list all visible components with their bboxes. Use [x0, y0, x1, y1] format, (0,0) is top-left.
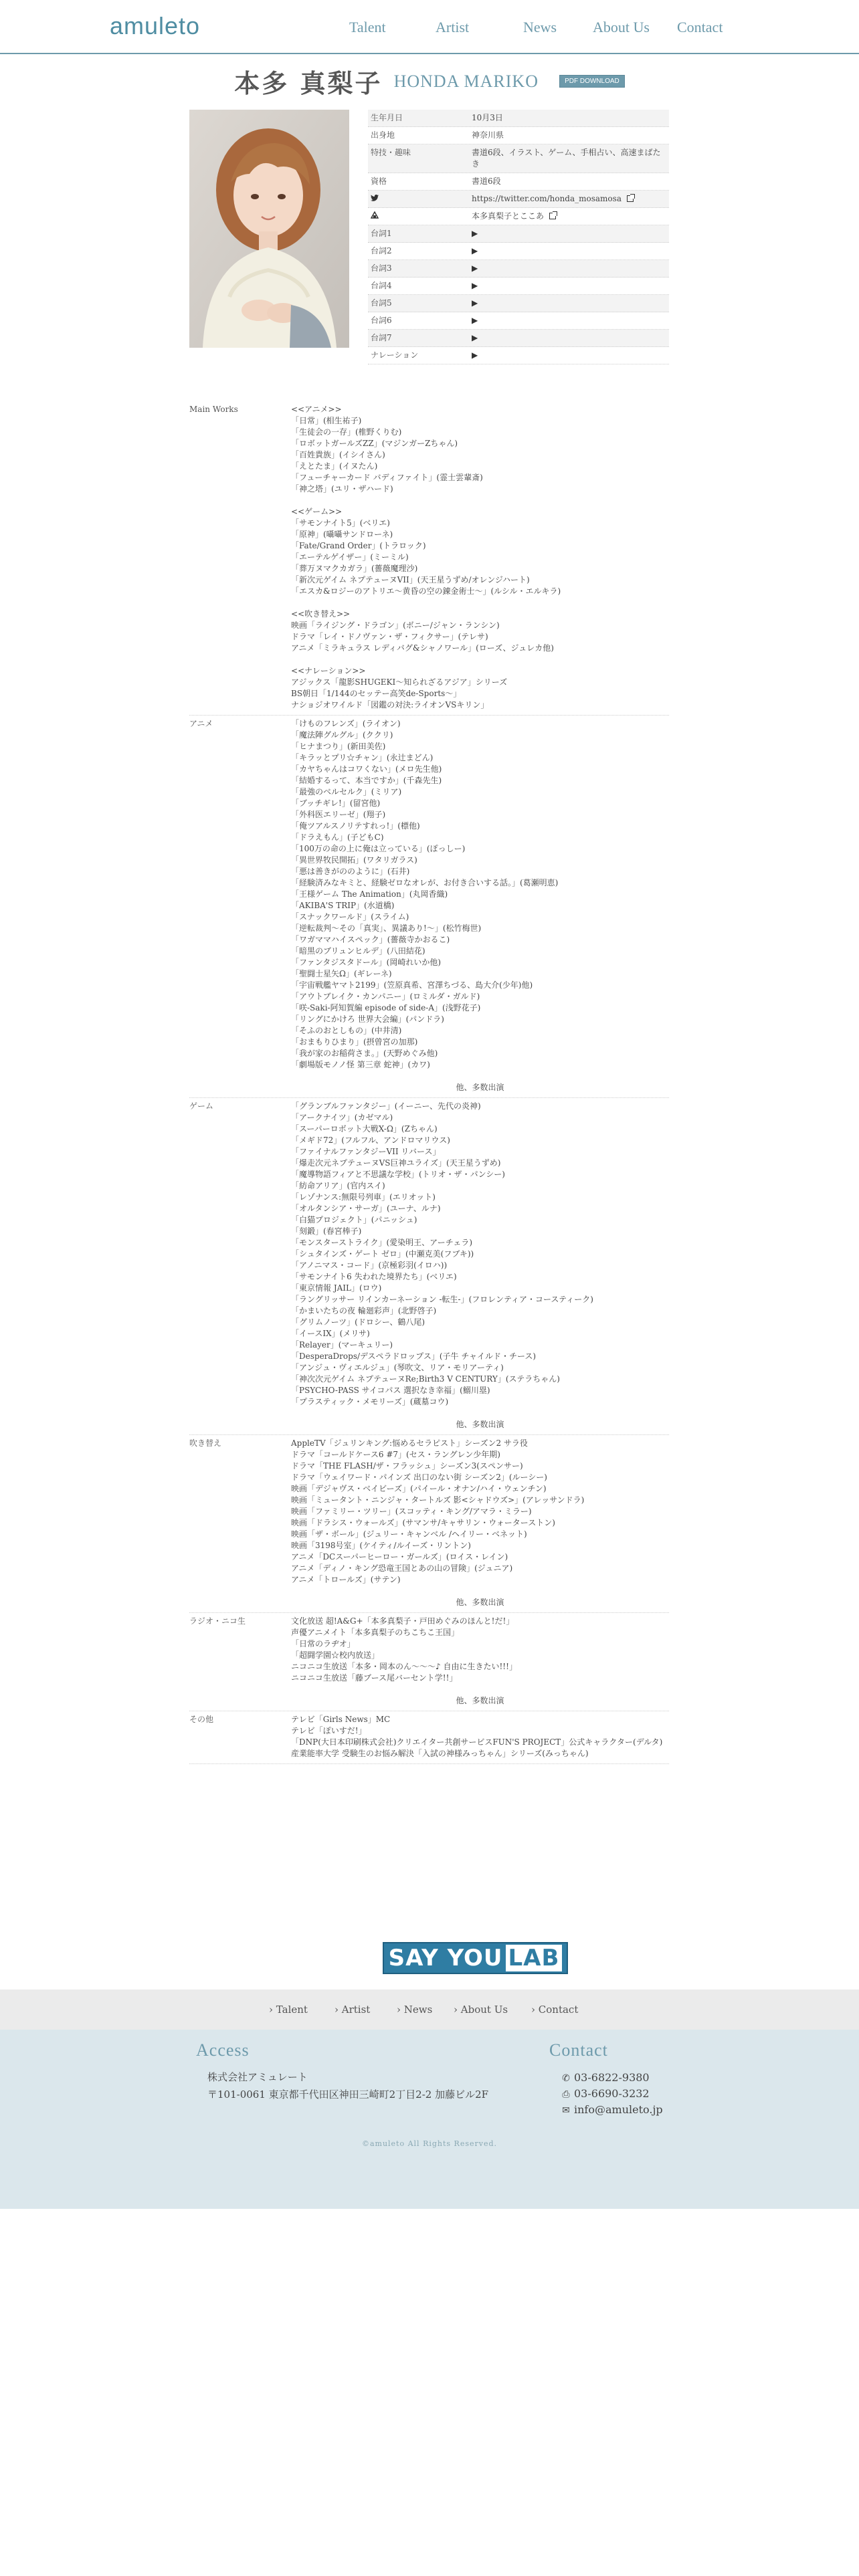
works-item: ニコニコ生放送「本多・岡本のん〜〜〜♪ 自由に生きたい!!!」: [291, 1662, 517, 1671]
works-more: 他、多数出演: [456, 1420, 504, 1429]
works-item: 「日常のラヂオ」: [291, 1639, 355, 1648]
works-item: 「AKIBA'S TRIP」(水道橋): [291, 901, 395, 910]
works-section-label: Main Works: [189, 405, 238, 414]
works-item: ドラマ「コールドケース6 #7」(セス・ラングレン少年期): [291, 1450, 500, 1459]
profile-key: 台詞2: [371, 246, 392, 255]
works-gap: [291, 654, 669, 665]
works-item: 産業能率大学 受験生のお悩み解決「入試の神様みっちゃん」シリーズ(みっちゃん): [291, 1749, 589, 1758]
profile-row-narration: [368, 347, 669, 364]
works-item: 「レゾナンス:無限号列車」(エリオット): [291, 1192, 436, 1202]
works-item: 「オルタンシア・サーガ」(ユーナ、ルナ): [291, 1204, 441, 1213]
works-item: 「アノニマス・コード」(京極彩羽(イロハ)): [291, 1261, 448, 1270]
phone-icon: ✆: [562, 2073, 570, 2084]
contact-fax: [561, 2087, 650, 2100]
profile-key: 台詞4: [371, 281, 392, 290]
works-section: [189, 1098, 669, 1435]
talent-name-ja: 本多 真梨子: [234, 69, 383, 98]
works-item: 「王様ゲーム The Animation」(丸岡香織): [291, 889, 448, 899]
works-item: 映画「ミュータント・ニンジャ・タートルズ 影<シャドウズ>」(アレッサンドラ): [291, 1495, 585, 1505]
profile-row-hobbies: [368, 144, 669, 173]
profile-value: [472, 191, 669, 207]
works-item: 「聖闘士星矢Ω」(ギレーネ): [291, 969, 392, 978]
works-item: <<吹き替え>>: [291, 609, 351, 619]
works-item: 「アウトブレイク・カンパニー」(ロミルダ・ガルド): [291, 992, 480, 1001]
works-section: [189, 716, 669, 1098]
works-item: 「エーテルゲイザー」(ミーミル): [291, 552, 409, 562]
profile-row-voice-6: [368, 312, 669, 330]
works-item: 「紡命アリア」(官内スイ): [291, 1181, 385, 1190]
footer-nav: [0, 1990, 859, 2030]
works-section-body: [291, 1101, 669, 1430]
profile-row-twitter: [368, 191, 669, 208]
works-item: 「ラングリッサー リインカーネーション -転生-」(フロレンティア・コースティーク): [291, 1295, 593, 1304]
works-item: 「逆転裁判〜その「真実」、異議あり!〜」(松竹梅世): [291, 924, 482, 933]
nav-talent[interactable]: Talent: [349, 19, 386, 35]
profile-key: 台詞7: [371, 333, 392, 342]
works-section: [189, 1711, 669, 1764]
works-item: 「フューチャーカード バディファイト」(霊士雲輩斎): [291, 473, 483, 482]
works-item: 声優アニメイト「本多真梨子のちこちこ王国」: [291, 1628, 460, 1637]
works-item: 「サモンナイト6 失われた境界たち」(ベリエ): [291, 1272, 457, 1281]
play-icon[interactable]: ▶: [472, 263, 478, 273]
profile-value: 神奈川県: [472, 130, 504, 140]
works-more: 他、多数出演: [456, 1598, 504, 1607]
works-item: 「ワガママハイスペック」(薔薇寺かおるこ): [291, 935, 450, 944]
works-section: [189, 1435, 669, 1613]
works-item: 映画「ザ・ボール」(ジュリー・キャンベル /ヘイリー・ベネット): [291, 1529, 527, 1539]
works-item: 「外科医エリーゼ」(翔子): [291, 810, 386, 819]
works-item: 「ドラえもん」(子どもC): [291, 833, 384, 842]
works-item: 「劇場版モノノ怪 第三章 蛇神」(カワ): [291, 1060, 430, 1069]
blog-link[interactable]: 本多真梨子とここあ: [472, 211, 545, 221]
works-item: ナショジオワイルド「図鑑の対決:ライオンVSキリン」: [291, 700, 489, 710]
profile-key: 台詞3: [371, 263, 392, 273]
works-item: 映画「3198号室」(ケイティ/ルイーズ・リントン): [291, 1541, 471, 1550]
works-more: 他、多数出演: [456, 1696, 504, 1705]
works-item: 「DesperaDrops/デスペラドロップス」(子牛 チャイルド・チース): [291, 1352, 537, 1361]
profile-row-voice-5: [368, 295, 669, 312]
works-item: アニメ「ミラキュラス レディバグ&シャノワール」(ローズ、ジュレカ他): [291, 643, 554, 653]
works-item: 「生徒会の一存」(椎野くりむ): [291, 427, 402, 437]
say-you-lab-banner[interactable]: [383, 1942, 568, 1974]
external-link-icon[interactable]: [549, 213, 556, 219]
profile-photo-illustration: [189, 110, 349, 348]
works-section: [189, 401, 669, 716]
works-item: 「そふのおとしもの」(中井清): [291, 1026, 402, 1035]
works-section-body: [291, 1616, 669, 1707]
profile-key: 台詞5: [371, 298, 392, 308]
works-section-label: アニメ: [189, 719, 213, 728]
works-item: 「Fate/Grand Order」(トラロック): [291, 541, 426, 550]
contact-title: Contact: [549, 2040, 608, 2060]
company-name: 株式会社アミュレート: [207, 2071, 308, 2083]
works-list: [189, 401, 669, 1764]
footer-nav-label: Artist: [341, 2004, 371, 2016]
profile-key: ナレーション: [371, 350, 419, 360]
main-nav: [348, 19, 756, 39]
works-item: 「悪は善きがののように」(石井): [291, 867, 410, 876]
works-section-label: 吹き替え: [189, 1438, 222, 1448]
profile-photo: [189, 110, 349, 348]
works-item: AppleTV「ジュリンキング:悩めるセラピスト」シーズン2 サラ役: [291, 1438, 528, 1448]
works-item: 映画「デジャヴス・ベイビーズ」(パイール・オナン/ハイ・ウェンチン): [291, 1484, 547, 1493]
profile-value: 書道6段、イラスト、ゲーム、手相占い、高速まばたき: [472, 148, 661, 169]
envelope-icon: ✉: [562, 2105, 570, 2116]
works-item: <<ゲーム>>: [291, 507, 343, 516]
works-item: 「サモンナイト5」(ベリエ): [291, 518, 390, 528]
works-item: 「葬万ヌマクカガラ」(薔薇魔理沙): [291, 564, 418, 573]
works-section-body: [291, 718, 669, 1093]
works-item: ドラマ「THE FLASH/ザ・フラッシュ」シーズン3(スペンサー): [291, 1461, 523, 1471]
profile-key: [368, 191, 472, 207]
works-item: 「結婚するって、本当ですか」(千森先生): [291, 776, 442, 785]
works-item: アニメ「トロールズ」(サテン): [291, 1575, 401, 1584]
works-item: 「DNP(大日本印刷株式会社)クリエイター共創サービスFUN'S PROJECT」公式キャラクター(デルタ): [291, 1737, 663, 1747]
works-item: 「ファイナルファンタジーVII リバース」: [291, 1147, 441, 1156]
works-section-body: [291, 1714, 669, 1759]
works-item: 「プラスティック・メモリーズ」(蔵墓コウ): [291, 1397, 449, 1406]
works-item: ドラマ「ウェイワード・パインズ 出口のない街 シーズン2」(ルーシー): [291, 1473, 547, 1482]
tel-number: 03-6822-9380: [574, 2071, 650, 2084]
works-item: 「俺ツアルスノリテすれっ!」(標他): [291, 821, 420, 831]
works-item: 「アンジュ・ヴィエルジュ」(琴吹文、リア・モリアーティ): [291, 1363, 504, 1372]
works-item: 「神之塔」(ユリ・ザハード): [291, 484, 393, 494]
profile-value: 書道6段: [472, 177, 501, 186]
footer-nav-label: Talent: [276, 2004, 308, 2016]
site-footer: [0, 2030, 859, 2209]
site-logo[interactable]: amuleto: [110, 12, 201, 39]
works-item: 「エスカ&ロジーのアトリエ〜黄昏の空の錬金術士〜」(ルシル・エルキラ): [291, 586, 561, 596]
profile-row-voice-4: [368, 278, 669, 295]
works-item: アニメ「ディノ・キング恐竜王国とあの山の冒険」(ジュニア): [291, 1564, 513, 1573]
works-item: 「新次元ゲイム ネプテューヌVII」(天王星うずめ/オレンジハート): [291, 575, 530, 584]
works-item: 「アークナイツ」(カゼマル): [291, 1113, 393, 1122]
works-item: 「キラッとプリ☆チャン」(永辻まどん): [291, 753, 434, 762]
works-item: 「咲-Saki-阿知賀編 episode of side-A」(浅野花子): [291, 1003, 481, 1012]
play-icon[interactable]: ▶: [472, 298, 478, 308]
profile-row-voice-2: [368, 243, 669, 260]
play-icon[interactable]: ▶: [472, 350, 478, 360]
works-item: アニメ「DCスーパーヒーロー・ガールズ」(ロイス・レイン): [291, 1552, 508, 1562]
copyright: ©amuleto All Rights Reserved.: [361, 2139, 498, 2148]
play-icon[interactable]: ▶: [472, 229, 478, 238]
fax-number: 03-6690-3232: [574, 2087, 650, 2100]
works-item: 「スーパーロボット大戦X-Ω」(Zちゃん): [291, 1124, 438, 1134]
access-title: Access: [196, 2040, 250, 2060]
profile-key: 生年月日: [371, 113, 403, 122]
email-address: info@amuleto.jp: [574, 2103, 663, 2116]
profile-row-voice-7: [368, 330, 669, 347]
works-section: [189, 1613, 669, 1711]
works-item: <<ナレーション>>: [291, 666, 366, 675]
works-item: 「おまもりひまり」(摂曾宮の加那): [291, 1037, 418, 1047]
nav-news[interactable]: News: [523, 19, 557, 35]
works-item: 「えとたま」(イヌたん): [291, 461, 378, 471]
play-icon[interactable]: ▶: [472, 316, 478, 325]
profile-row-blog: [368, 208, 669, 225]
profile-key: 特技・趣味: [371, 148, 411, 157]
works-item: 「メギド72」(フルフル、アンドロマリウス): [291, 1136, 450, 1145]
nav-about-us[interactable]: About Us: [593, 19, 650, 35]
works-section-body: [291, 404, 669, 711]
works-item: 「リングにかけろ 世界大会編」(パンドラ): [291, 1014, 444, 1024]
works-item: 「グランブルファンタジー」(イーニー、先代の炎神): [291, 1101, 481, 1111]
company-address: 〒101-0061 東京都千代田区神田三崎町2丁目2-2 加藤ビル2F: [207, 2088, 489, 2101]
footer-nav-artist[interactable]: › Artist: [335, 2004, 371, 2016]
nav-contact[interactable]: Contact: [677, 19, 723, 35]
works-item: 「我が家のお稲荷さま。」(天野めぐみ他): [291, 1049, 438, 1058]
works-item: 「刻鍛」(春宮棒子): [291, 1226, 362, 1236]
works-item: 「魔法陣グルグル」(ククリ): [291, 730, 393, 740]
works-section-label: その他: [189, 1715, 214, 1724]
works-item: 「Relayer」(マーキュリー): [291, 1340, 393, 1350]
site-header: [0, 0, 859, 54]
works-item: 「東京情報 JAIL」(ロウ): [291, 1283, 382, 1293]
works-item: 「爆走次元ネプテューヌVS巨神ユライズ」(天王星うずめ): [291, 1158, 501, 1168]
works-item: 文化放送 超!A&G+「本多真梨子・戸田めぐみのほんと!だ!」: [291, 1616, 514, 1626]
works-section-body: [291, 1438, 669, 1608]
footer-nav-news[interactable]: › News: [397, 2004, 433, 2016]
works-section-label: ラジオ・ニコ生: [189, 1616, 246, 1626]
fax-icon: ⎙: [562, 2089, 570, 2100]
works-item: 「グリムノーツ」(ドロシー、鶴八尾): [291, 1317, 425, 1327]
works-item: <<アニメ>>: [291, 405, 342, 414]
works-item: 映画「ドラシス・ウォールズ」(サマンサ/キャサリン・ウォーターストン): [291, 1518, 555, 1527]
profile-row-license: [368, 173, 669, 191]
works-item: 映画「ライジング・ドラゴン」(ボニー/ジャン・ランシン): [291, 621, 500, 630]
works-item: 「神次次元ゲイム ネプテューヌRe;Birth3 V CENTURY」(ステラちゃん): [291, 1374, 560, 1384]
works-item: 「ロボットガールズZZ」(マジンガーZちゃん): [291, 439, 458, 448]
profile-key: 資格: [371, 177, 387, 186]
works-item: 「かまいたちの夜 輪廻彩声」(北野啓子): [291, 1306, 437, 1315]
twitter-link[interactable]: https://twitter.com/honda_mosamosa: [472, 194, 622, 203]
works-item: 「異世界牧民開拓」(ワタリガラス): [291, 855, 417, 865]
works-section-label: ゲーム: [189, 1101, 214, 1111]
works-item: 「モンスターストライク」(愛染明王、アーチェラ): [291, 1238, 473, 1247]
contact-tel[interactable]: [561, 2071, 650, 2084]
footer-nav-talent[interactable]: › Talent: [269, 2004, 308, 2016]
works-item: 「日常」(相生祐子): [291, 416, 362, 425]
profile-row-birthday: [368, 110, 669, 127]
works-item: BS朝日「1/144のセッテー高笑de-Sports〜」: [291, 689, 462, 698]
banner-text-right: LAB: [506, 1945, 563, 1971]
works-item: 「最強のベルセルク」(ミリア): [291, 787, 402, 796]
twitter-icon: [371, 195, 379, 201]
works-item: ニコニコ生放送「藤ブース尾バーセント学!!」: [291, 1673, 458, 1683]
works-item: 「宇宙戦艦ヤマト2199」(笠原真希、宮澤ちづる、島大介(少年)他): [291, 980, 533, 990]
works-item: テレビ「ぽいすだ!」: [291, 1726, 367, 1735]
works-item: テレビ「Girls News」MC: [291, 1715, 391, 1724]
footer-nav-label: About Us: [460, 2004, 508, 2016]
works-gap: [291, 597, 669, 609]
works-item: 「魔導物語フィアと不思議な学校」(トリオ・ザ・パンシー): [291, 1170, 505, 1179]
profile-row-voice-1: [368, 225, 669, 243]
footer-nav-label: News: [403, 2004, 433, 2016]
footer-nav-about-us[interactable]: › About Us: [454, 2004, 508, 2016]
works-item: 「ブッチギレ!」(留宮他): [291, 798, 381, 808]
works-item: 「シュタインズ・ゲート ゼロ」(中瀬克美(フブキ)): [291, 1249, 474, 1259]
contact-email[interactable]: [561, 2103, 663, 2116]
footer-nav-label: Contact: [538, 2004, 579, 2016]
profile-key: [368, 208, 472, 225]
works-item: 「百姓貴族」(イシイさん): [291, 450, 385, 459]
profile-table: [368, 110, 669, 364]
works-item: 「白猫プロジェクト」(パニッシュ): [291, 1215, 417, 1224]
works-item: 「PSYCHO-PASS サイコパス 選択なき幸福」(鰯川塁): [291, 1386, 490, 1395]
profile-row-birthplace: [368, 127, 669, 144]
works-item: 「経験済みなキミと、経験ゼロなオレが、お付き合いする話。」(葛瀬明恵): [291, 878, 559, 887]
pdf-download-button[interactable]: PDF DOWNLOAD: [559, 75, 625, 88]
works-item: アジックス「龍影SHUGEKI〜知られざるアジア」シリーズ: [291, 677, 508, 687]
play-icon[interactable]: ▶: [472, 246, 478, 255]
talent-name-en: HONDA MARIKO: [393, 71, 539, 91]
blog-icon: [371, 211, 379, 219]
works-item: 「超闘学園☆校内放送」: [291, 1650, 380, 1660]
works-item: 映画「ファミリー・ツリー」(スコッティ・キング/アマラ・ミラー): [291, 1507, 532, 1516]
profile-key: 台詞6: [371, 316, 392, 325]
works-item: 「カヤちゃんはコワくない」(メロ先生他): [291, 764, 442, 774]
works-item: 「ヒナまつり」(新田美佐): [291, 742, 386, 751]
play-icon[interactable]: ▶: [472, 333, 478, 342]
banner-text-left: SAY YOU: [388, 1945, 503, 1971]
profile-value: 10月3日: [472, 113, 503, 122]
works-item: 「けものフレンズ」(ライオン): [291, 719, 401, 728]
works-item: 「スナックワールド」(スライム): [291, 912, 409, 922]
works-item: 「ファンタジスタドール」(岡崎れいか他): [291, 958, 442, 967]
talent-title: [0, 63, 859, 98]
works-item: 「原神」(囁囁サンドローネ): [291, 530, 393, 539]
works-item: 「イースIX」(メリサ): [291, 1329, 370, 1338]
external-link-icon[interactable]: [627, 195, 634, 202]
works-item: 「暗黒のブリュンヒルデ」(八田結花): [291, 946, 425, 956]
works-gap: [291, 495, 669, 506]
footer-nav-contact[interactable]: › Contact: [531, 2004, 579, 2016]
works-item: 「100万の命の上に俺は立っている」(ぽっしー): [291, 844, 466, 853]
profile-key: 出身地: [371, 130, 395, 140]
profile-row-voice-3: [368, 260, 669, 278]
works-more: 他、多数出演: [456, 1083, 504, 1092]
play-icon[interactable]: ▶: [472, 281, 478, 290]
profile-key: 台詞1: [371, 229, 392, 238]
nav-artist[interactable]: Artist: [436, 19, 470, 35]
works-item: ドラマ「レイ・ドノヴァン・ザ・フィクサー」(テレサ): [291, 632, 488, 641]
profile-value: [472, 208, 669, 225]
